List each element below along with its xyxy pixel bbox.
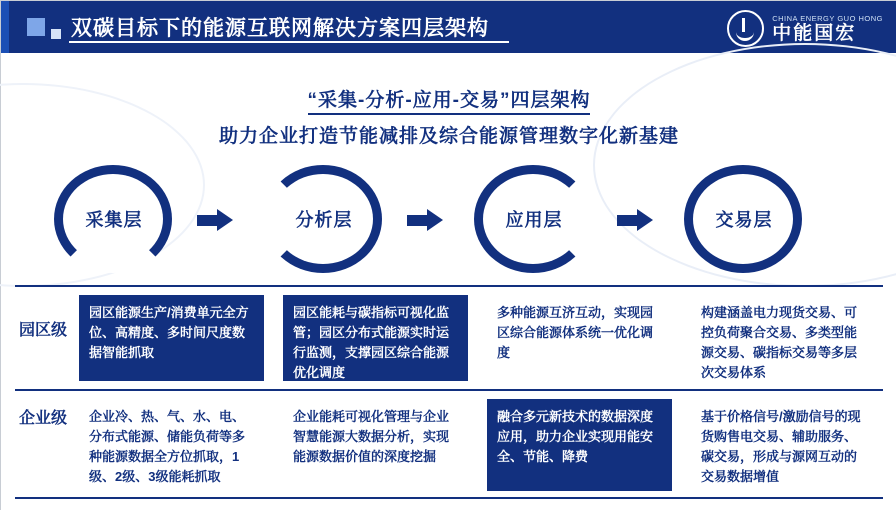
- subtitle-line-2: 助力企业打造节能减排及综合能源管理数字化新基建: [218, 126, 679, 147]
- cell-enterprise-collect: 企业冷、热、气、水、电、分布式能源、储能负荷等多种能源数据全方位抓取，1级、2级、3级能耗抓取: [89, 409, 246, 484]
- content-panel: [1, 53, 896, 510]
- cell-enterprise-apply: 融合多元新技术的数据深度应用，助力企业实现用能安全、节能、降费: [487, 399, 672, 491]
- header-accent-bar: [1, 1, 9, 53]
- layer-label-3: 应用层: [505, 210, 563, 230]
- energy-circle-logo-icon: [727, 10, 764, 47]
- matrix-divider-middle: [15, 389, 883, 391]
- right-arrow-icon-2: [407, 209, 447, 231]
- content-matrix: [15, 285, 883, 503]
- cell-park-collect: 园区能源生产/消费单元全方位、高精度、多时间尺度数据智能抓取: [79, 295, 264, 381]
- layer-ring-4[interactable]: [679, 165, 809, 280]
- row-label-park: 园区级: [18, 322, 67, 339]
- right-arrow-icon-1: [197, 209, 237, 231]
- layer-ring-1[interactable]: [49, 165, 179, 280]
- cell-park-trade: 构建涵盖电力现货交易、可控负荷聚合交易、多类型能源交易、碳指标交易等多层次交易体系: [701, 305, 858, 380]
- layer-ring-2[interactable]: [259, 165, 389, 280]
- layer-label-2: 分析层: [295, 210, 353, 230]
- layer-ring-3[interactable]: [469, 165, 599, 280]
- logo-text-cn: 中能国宏: [772, 22, 857, 44]
- subtitle-line-1-text: “采集-分析-应用-交易”四层架构: [308, 90, 591, 115]
- subtitle-line-1: [1, 85, 896, 112]
- cell-park-analyze: 园区能耗与碳指标可视化监管；园区分布式能源实时运行监测，支撑园区综合能源优化调度: [283, 295, 468, 381]
- header-small-square-icon: [51, 29, 61, 39]
- matrix-divider-bottom: [15, 497, 883, 499]
- row-label-enterprise: 企业级: [18, 410, 67, 427]
- layer-label-4: 交易层: [715, 210, 773, 230]
- brand-logo: [727, 10, 883, 47]
- matrix-divider-top: [15, 285, 883, 287]
- layer-ring-row: [1, 165, 896, 280]
- logo-text-en: CHINA ENERGY GUO HONG: [772, 13, 883, 23]
- right-arrow-icon-3: [617, 209, 657, 231]
- cell-enterprise-analyze: 企业能耗可视化管理与企业智慧能源大数据分析，实现能源数据价值的深度挖掘: [293, 409, 450, 464]
- header-square-icon: [27, 18, 45, 36]
- cell-park-apply: 多种能源互济互动，实现园区综合能源体系统一优化调度: [497, 305, 654, 360]
- title-underline: [69, 41, 509, 43]
- layer-label-1: 采集层: [85, 210, 143, 230]
- page-title: 双碳目标下的能源互联网解决方案四层架构: [71, 17, 489, 40]
- cell-enterprise-trade: 基于价格信号/激励信号的现货购售电交易、辅助服务、碳交易，形成与源网互动的交易数据增值: [701, 409, 861, 484]
